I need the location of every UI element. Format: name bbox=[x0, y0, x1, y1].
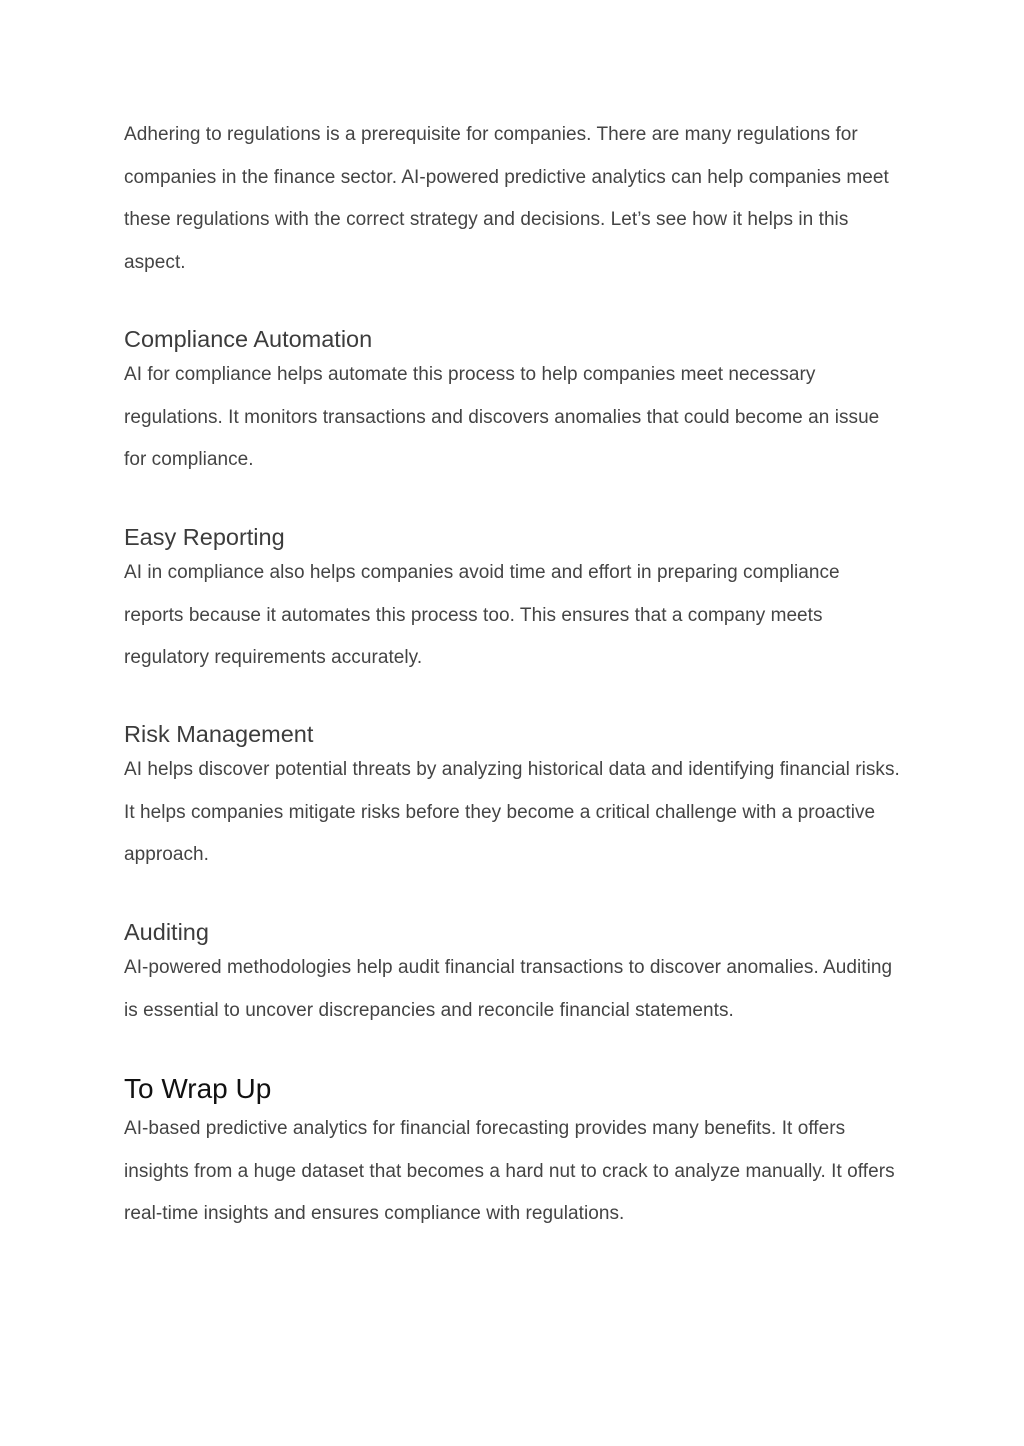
section-body: AI in compliance also helps companies avoid time and effort in preparing compliance reports because it automates this process too. This ensures that a company meets regulatory requirements accurately. bbox=[124, 562, 840, 669]
wrap-up-body: AI-based predictive analytics for financial forecasting provides many benefits. It offers insights from a huge dataset that becomes a hard nut to crack to analyze manually. It offers real-time insights and ensures compliance with regulations. bbox=[124, 1118, 895, 1225]
section-body: AI-powered methodologies help audit financial transactions to discover anomalies. Auditing is essential to uncover discrepancies and reconcile financial statements. bbox=[124, 957, 893, 1021]
section-wrap-up bbox=[124, 1072, 904, 1236]
section-heading: Compliance Automation bbox=[124, 326, 373, 352]
section-easy-reporting bbox=[124, 522, 904, 680]
wrap-up-heading: To Wrap Up bbox=[124, 1073, 272, 1104]
section-heading: Auditing bbox=[124, 919, 209, 945]
section-risk-management bbox=[124, 719, 904, 877]
section-compliance-automation bbox=[124, 324, 904, 482]
section-body: AI for compliance helps automate this process to help companies meet necessary regulations. It monitors transactions and discovers anomalies that could become an issue for compliance. bbox=[124, 364, 880, 471]
section-auditing bbox=[124, 917, 904, 1032]
section-heading: Risk Management bbox=[124, 721, 314, 747]
intro-paragraph: Adhering to regulations is a prerequisite for companies. There are many regulations for companies in the finance sector. AI-powered predictive analytics can help companies meet these regulations with the correct strategy and decisions. Let’s see how it helps in this aspect. bbox=[124, 124, 889, 274]
section-heading: Easy Reporting bbox=[124, 524, 285, 550]
section-body: AI helps discover potential threats by analyzing historical data and identifying financial risks. It helps companies mitigate risks before they become a critical challenge with a proactive approach. bbox=[124, 759, 900, 866]
